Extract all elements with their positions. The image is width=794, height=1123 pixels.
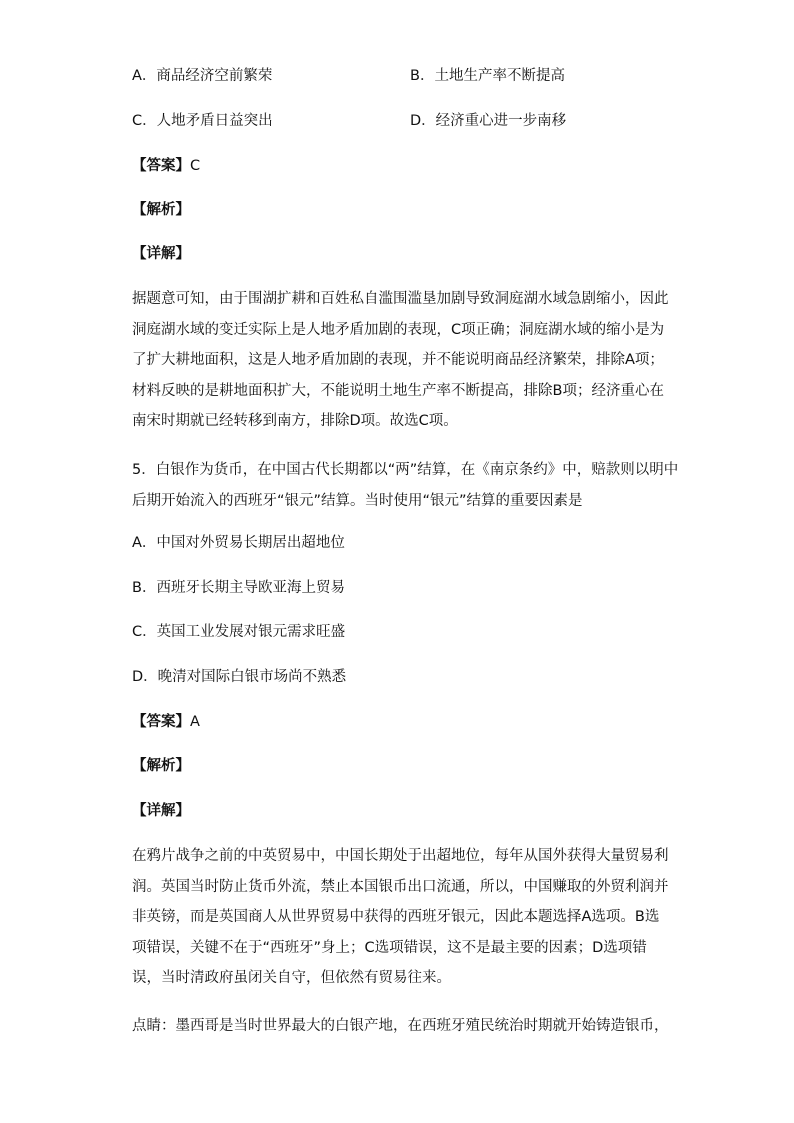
q4-option-b: B．土地生产率不断提高 xyxy=(410,68,565,84)
q4-answer xyxy=(132,156,200,176)
q5-detail-label: 【详解】 xyxy=(132,803,190,819)
q5-stem-line: 5．白银作为货币，在中国古代长期都以“两”结算，在《南京条约》中，赔款则以明中 xyxy=(132,462,679,478)
q4-detail-line: 南宋时期就已经转移到南方，排除D项。故选C项。 xyxy=(132,413,458,429)
q5-detail-line: 在鸦片战争之前的中英贸易中，中国长期处于出超地位，每年从国外获得大量贸易利 xyxy=(132,848,669,864)
q5-detail-line: 误，当时清政府虽闭关自守，但依然有贸易往来。 xyxy=(132,970,451,986)
q4-option-c: C．人地矛盾日益突出 xyxy=(132,113,273,129)
q4-detail-label: 【详解】 xyxy=(132,246,190,262)
q5-detail-line: 非英镑，而是英国商人从世界贸易中获得的西班牙银元，因此本题选择A选项。B选 xyxy=(132,909,660,925)
q4-analysis-label: 【解析】 xyxy=(132,202,190,218)
q5-option-b: B．西班牙长期主导欧亚海上贸易 xyxy=(132,580,345,596)
q5-option-d: D．晚清对国际白银市场尚不熟悉 xyxy=(132,669,347,685)
q5-option-c: C．英国工业发展对银元需求旺盛 xyxy=(132,624,346,640)
q5-answer xyxy=(132,712,200,732)
q5-answer-value: A xyxy=(190,714,200,730)
q5-stem xyxy=(132,455,679,516)
q4-option-d: D．经济重心进一步南移 xyxy=(410,113,567,129)
q5-stem-line: 后期开始流入的西班牙“银元”结算。当时使用“银元”结算的重要因素是 xyxy=(132,492,583,509)
q4-detail-line: 了扩大耕地面积，这是人地矛盾加剧的表现，并不能说明商品经济繁荣，排除A项； xyxy=(132,352,664,368)
q5-analysis-label: 【解析】 xyxy=(132,758,190,774)
q4-detail-paragraph xyxy=(132,284,669,437)
q5-option-a: A．中国对外贸易长期居出超地位 xyxy=(132,535,345,551)
q4-detail-line: 材料反映的是耕地面积扩大，不能说明土地生产率不断提高，排除B项；经济重心在 xyxy=(132,382,664,399)
q4-answer-value: C xyxy=(190,158,201,174)
q5-answer-label: 【答案】 xyxy=(132,714,190,730)
q4-detail-line: 洞庭湖水域的变迁实际上是人地矛盾加剧的表现，C项正确；洞庭湖水域的缩小是为 xyxy=(132,321,665,338)
q4-detail-line: 据题意可知，由于围湖扩耕和百姓私自滥围滥垦加剧导致洞庭湖水域急剧缩小，因此 xyxy=(132,291,669,307)
q5-detail-line: 项错误，关键不在于“西班牙”身上；C选项错误，这不是最主要的因素；D选项错 xyxy=(132,939,647,956)
q5-note: 点睛：墨西哥是当时世界最大的白银产地，在西班牙殖民统治时期就开始铸造银币， xyxy=(132,1018,669,1034)
q4-answer-label: 【答案】 xyxy=(132,158,190,174)
q5-detail-line: 润。英国当时防止货币外流，禁止本国银币出口流通，所以，中国赚取的外贸利润并 xyxy=(132,878,669,895)
q4-option-a: A．商品经济空前繁荣 xyxy=(132,68,273,84)
q5-detail-paragraph xyxy=(132,841,669,994)
